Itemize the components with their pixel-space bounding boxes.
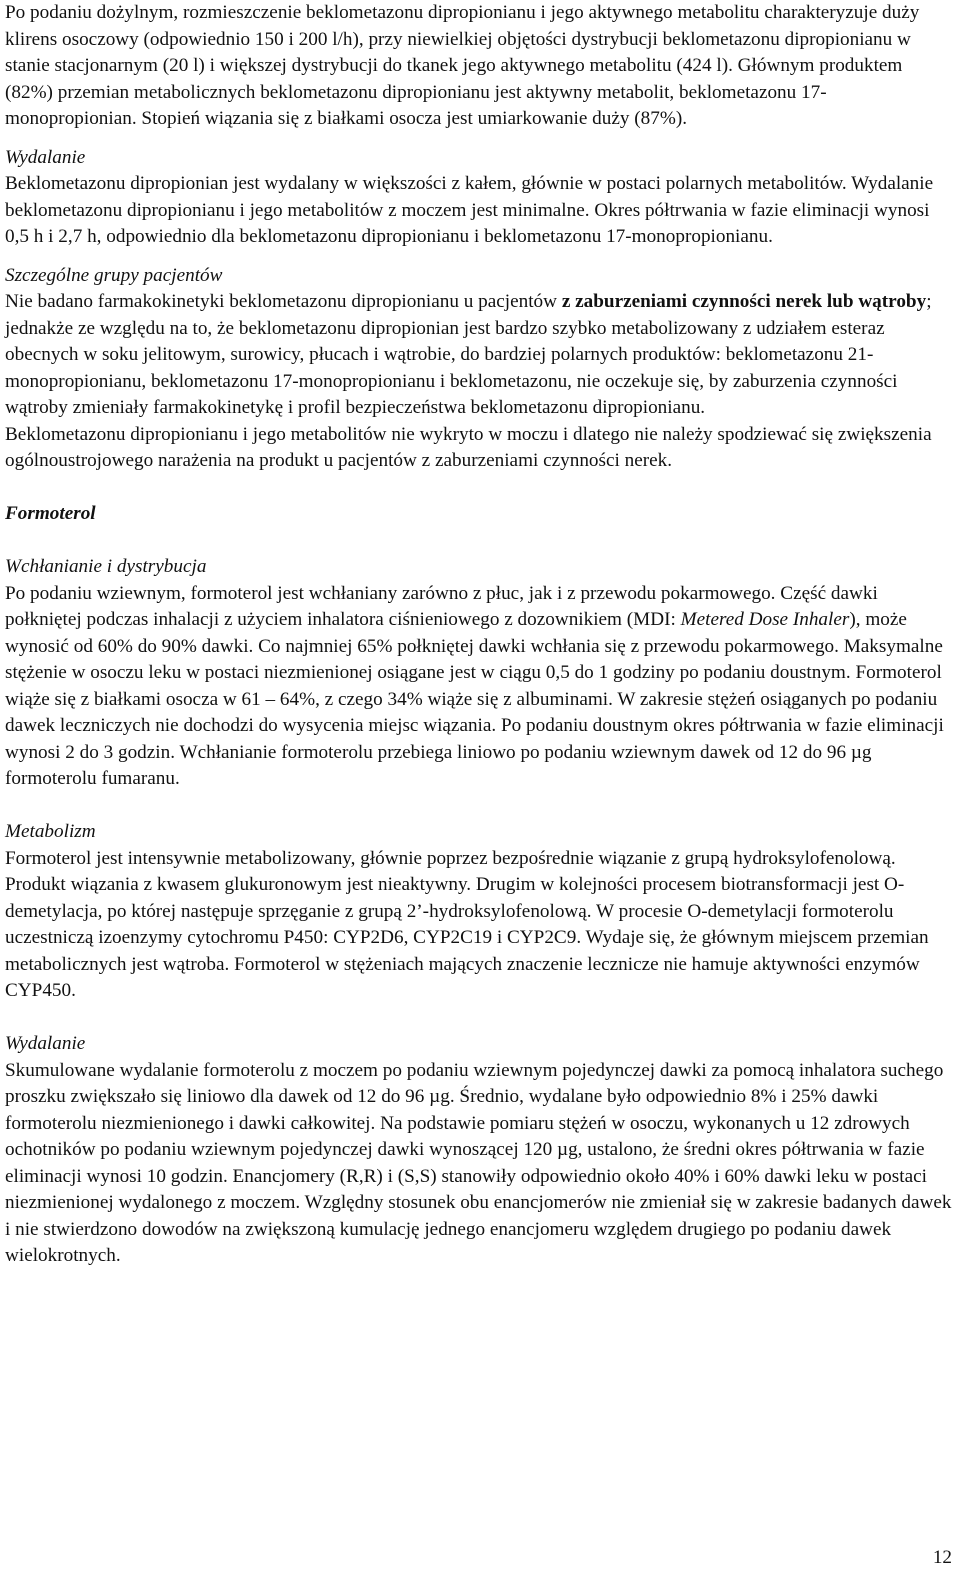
page-number: 12 (932, 1547, 952, 1568)
paragraph-special-groups (5, 289, 953, 422)
paragraph-absorption (5, 581, 953, 793)
absorption-text-1: Po podaniu wziewnym, formoterol jest wchłaniany zarówno z płuc, jak i z przewodu pokarmowego. Część dawki połkniętej podczas inhalacji z użyciem inhalatora ciśnieniowego z dozownikiem (MDI: (5, 582, 878, 630)
subheading-absorption: Wchłanianie i dystrybucja (5, 556, 207, 577)
special-groups-text-1: Nie badano farmakokinetyki beklometazonu dipropionianu u pacjentów (5, 291, 562, 312)
paragraph-formoterol-elimination: Skumulowane wydalanie formoterolu z moczem po podaniu wziewnym pojedynczej dawki za pomocą inhalatora suchego proszku zwiększało się liniowo dla dawek od 12 do 96 µg. Średnio, wydalane było odpowiednio 8% i 25% dawki formoterolu niezmienionego i dawki całkowitej. Na podstawie pomiaru stężeń w osoczu, wykonanych u 12 zdrowych ochotników po podaniu wziewnym pojedynczej dawki wynoszącej 120 µg, ustalono, że średni okres półtrwania w fazie eliminacji wynosi 10 godzin. Enancjomery (R,R) i (S,S) stanowiły odpowiednio około 40% i 60% dawki leku w postaci niezmienionej wydalonego z moczem. Względny stosunek obu enancjomerów nie zmieniał się w zakresie badanych dawek i nie stwierdzono dowodów na zwiększoną kumulację jednego enancjomeru względem drugiego po podaniu dawek wielokrotnych. (5, 1059, 952, 1266)
paragraph-metabolism: Formoterol jest intensywnie metabolizowany, głównie poprzez bezpośrednie wiązanie z grupą hydroksylofenolową. Produkt wiązania z kwasem glukuronowym jest nieaktywny. Drugim w kolejności procesem biotransformacji jest O-demetylacja, po której następuje sprzęganie z grupą 2’-hydroksylofenolową. W procesie O-demetylacji formoterolu uczestniczą izoenzymy cytochromu P450: CYP2D6, CYP2C19 i CYP2C9. Wydaje się, że głównym miejscem przemian metabolicznych jest wątroba. Formoterol w stężeniach mających znaczenie lecznicze nie hamuje aktywności enzymów CYP450. (5, 847, 929, 1001)
document-page (5, 0, 953, 1270)
subheading-formoterol-elimination: Wydalanie (5, 1033, 86, 1054)
special-groups-bold: z zaburzeniami czynności nerek lub wątroby (561, 291, 927, 312)
absorption-italic: Metered Dose Inhaler (680, 609, 850, 630)
paragraph-special-groups-renal: Beklometazonu dipropionianu i jego metabolitów nie wykryto w moczu i dlatego nie należy spodziewać się zwiększenia ogólnoustrojowego narażenia na produkt u pacjentów z zaburzeniami czynności nerek. (5, 423, 932, 471)
subheading-elimination: Wydalanie (5, 146, 86, 168)
section-heading-formoterol: Formoterol (5, 503, 96, 524)
special-groups-text-2: ; jednakże ze względu na to, że beklometazonu dipropionian jest bardzo szybko metabolizowany z udziałem esteraz obecnych w soku jelitowym, surowicy, płucach i wątrobie, do bardziej polarnych produktów: beklometazonu 21-monopropionianu, beklometazonu 17-monopropionianu i beklometazonu, nie oczekuje się, by zaburzenia czynności wątroby zmieniały farmakokinetykę i profil bezpieczeństwa beklometazonu dipropionianu. (5, 291, 932, 418)
absorption-text-2: ), może wynosić od 60% do 90% dawki. Co najmniej 65% połkniętej dawki wchłania się z przewodu pokarmowego. Maksymalne stężenie w osoczu leku w postaci niezmienionej osiągane jest w ciągu 0,5 do 1 godziny po podaniu doustnym. Formoterol wiąże się z białkami osocza w 61 – 64%, z czego 34% wiąże się z albuminami. W zakresie stężeń osiąganych po podaniu dawek leczniczych nie dochodzi do wysycenia miejsc wiązania. Po podaniu doustnym okres półtrwania w fazie eliminacji wynosi 2 do 3 godzin. Wchłanianie formoterolu przebiega liniowo po podaniu wziewnym dawek od 12 do 96 µg formoterolu fumaranu. (5, 609, 944, 789)
paragraph-elimination: Beklometazonu dipropionian jest wydalany w większości z kałem, głównie w postaci polarnych metabolitów. Wydalanie beklometazonu dipropionianu i jego metabolitów z moczem jest minimalne. Okres półtrwania w fazie eliminacji wynosi 0,5 h i 2,7 h, odpowiednio dla beklometazonu dipropionianu i beklometazonu 17-monopropionianu. (5, 173, 934, 247)
subheading-special-groups: Szczególne grupy pacjentów (5, 264, 223, 286)
subheading-metabolism: Metabolizm (5, 821, 96, 842)
paragraph-distribution: Po podaniu dożylnym, rozmieszczenie beklometazonu dipropionianu i jego aktywnego metabolitu charakteryzuje duży klirens osoczowy (odpowiednio 150 i 200 l/h), przy niewielkiej objętości dystrybucji beklometazonu dipropionianu w stanie stacjonarnym (20 l) i większej dystrybucji do tkanek jego aktywnego metabolitu (424 l). Głównym produktem (82%) przemian metabolicznych beklometazonu dipropionianu jest aktywny metabolit, beklometazonu 17-monopropionian. Stopień wiązania się z białkami osocza jest umiarkowanie duży (87%). (5, 2, 920, 129)
